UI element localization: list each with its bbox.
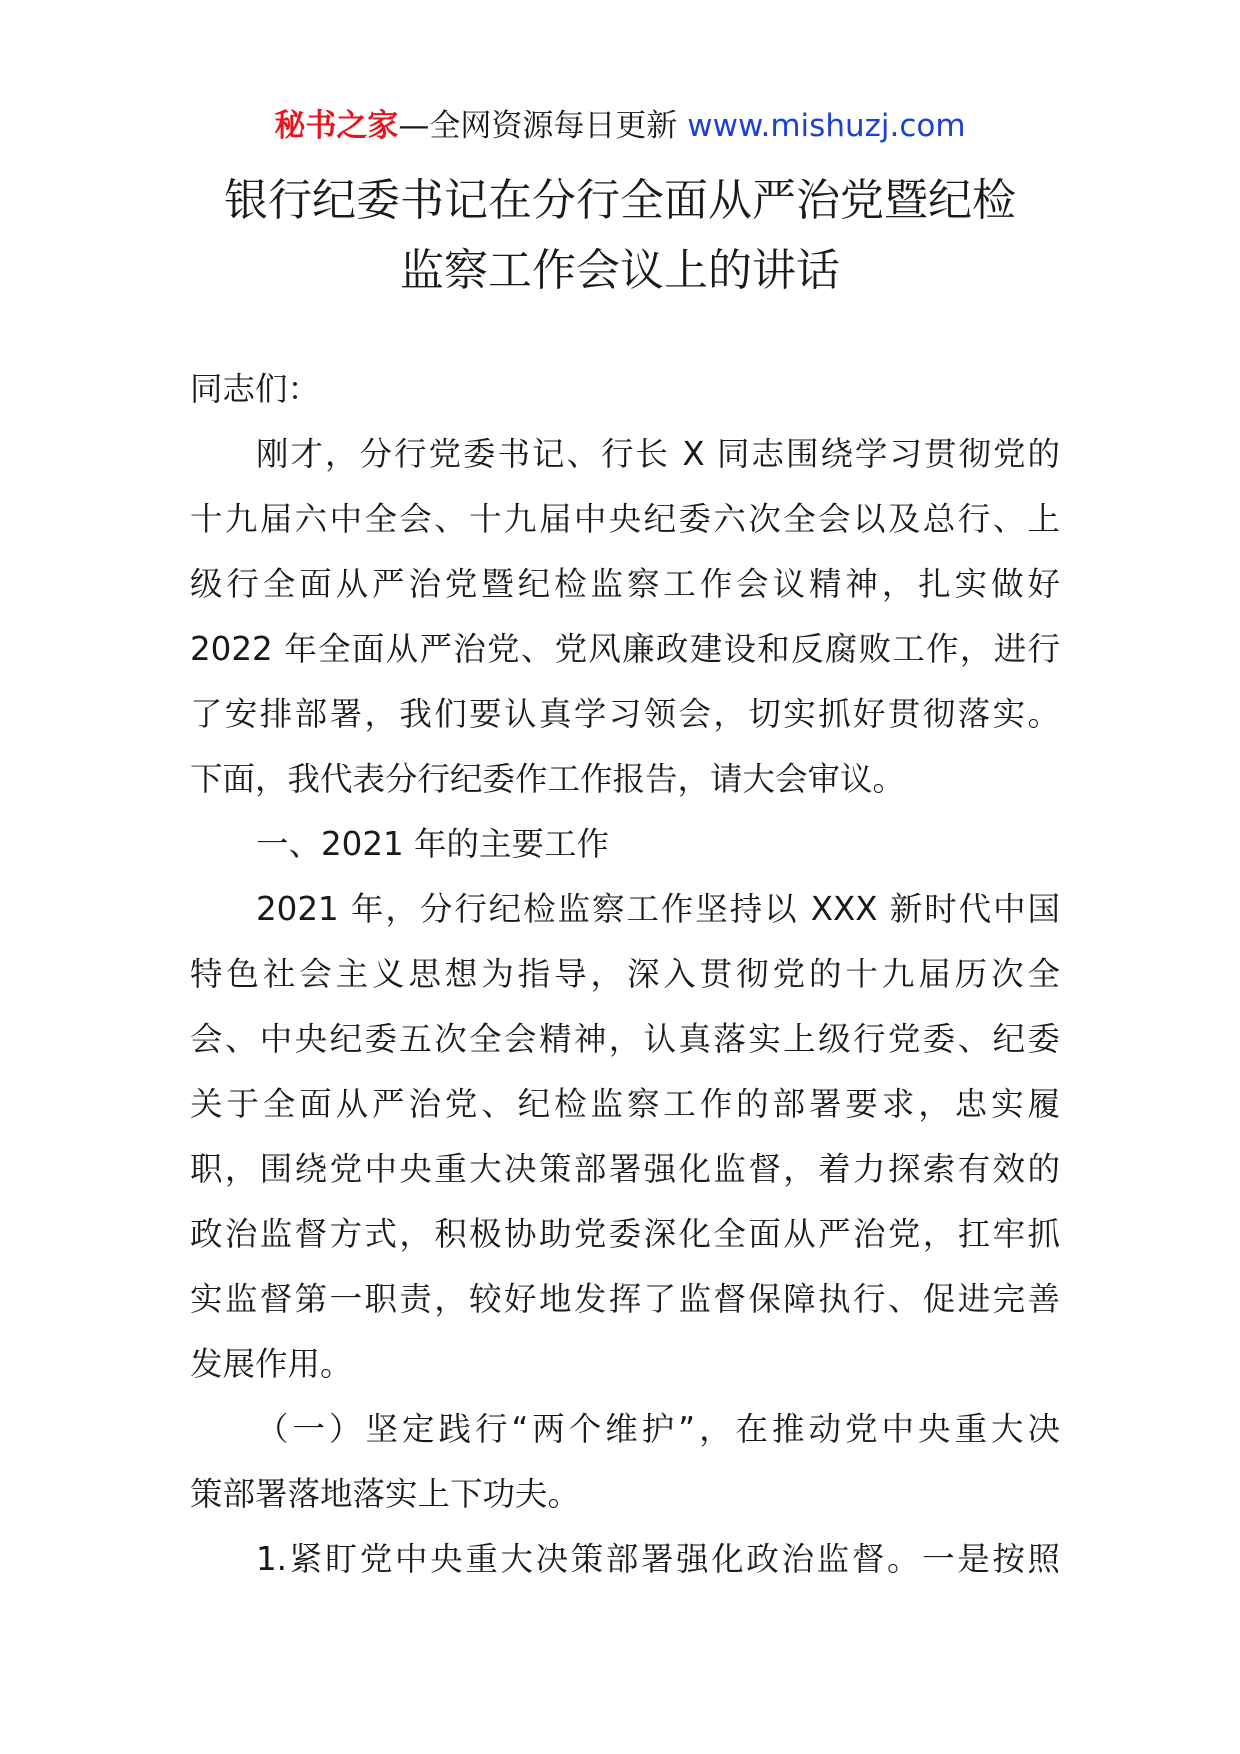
paragraph-line: 级行全面从严治党暨纪检监察工作会议精神，扎实做好 bbox=[190, 565, 1060, 603]
paragraph-line: 关于全面从严治党、纪检监察工作的部署要求，忠实履 bbox=[190, 1085, 1060, 1123]
numbered-item: 1.紧盯党中央重大决策部署强化政治监督。一是按照 bbox=[256, 1540, 1060, 1578]
paragraph-line: 发展作用。 bbox=[190, 1345, 353, 1383]
title-line-2: 监察工作会议上的讲话 bbox=[400, 245, 840, 296]
site-header-banner bbox=[0, 104, 1240, 148]
site-tagline: —全网资源每日更新 bbox=[398, 108, 678, 144]
paragraph-line: 了安排部署，我们要认真学习领会，切实抓好贯彻落实。 bbox=[190, 695, 1060, 733]
salutation: 同志们： bbox=[190, 370, 321, 408]
title-line-1: 银行纪委书记在分行全面从严治党暨纪检 bbox=[224, 175, 1016, 226]
paragraph-line: 实监督第一职责，较好地发挥了监督保障执行、促进完善 bbox=[190, 1280, 1060, 1318]
document-title bbox=[0, 166, 1240, 306]
paragraph-line: 政治监督方式，积极协助党委深化全面从严治党，扛牢抓 bbox=[190, 1215, 1060, 1253]
paragraph-line: 十九届六中全会、十九届中央纪委六次全会以及总行、上 bbox=[190, 500, 1060, 538]
paragraph-line: 下面，我代表分行纪委作工作报告，请大会审议。 bbox=[190, 760, 906, 798]
site-brand: 秘书之家 bbox=[274, 108, 399, 144]
paragraph-line: 会、中央纪委五次全会精神，认真落实上级行党委、纪委 bbox=[190, 1020, 1060, 1058]
paragraph-line: 职，围绕党中央重大决策部署强化监督，着力探索有效的 bbox=[190, 1150, 1060, 1188]
section-heading: 一、2021 年的主要工作 bbox=[256, 825, 610, 863]
subsection-heading bbox=[190, 1397, 1060, 1527]
paragraph-line: 策部署落地落实上下功夫。 bbox=[190, 1475, 581, 1513]
site-url-link[interactable]: www.mishuzj.com bbox=[687, 108, 966, 144]
paragraph-line: 刚才，分行党委书记、行长 X 同志围绕学习贯彻党的 bbox=[256, 435, 1060, 473]
paragraph-line: 2021 年，分行纪检监察工作坚持以 XXX 新时代中国 bbox=[256, 890, 1060, 928]
paragraph-line: （一）坚定践行“两个维护”，在推动党中央重大决 bbox=[256, 1410, 1060, 1448]
paragraph-summary bbox=[190, 877, 1060, 1397]
document-body bbox=[190, 357, 1060, 1592]
paragraph-intro bbox=[190, 422, 1060, 812]
paragraph-line: 2022 年全面从严治党、党风廉政建设和反腐败工作，进行 bbox=[190, 630, 1060, 668]
paragraph-line: 特色社会主义思想为指导，深入贯彻党的十九届历次全 bbox=[190, 955, 1060, 993]
